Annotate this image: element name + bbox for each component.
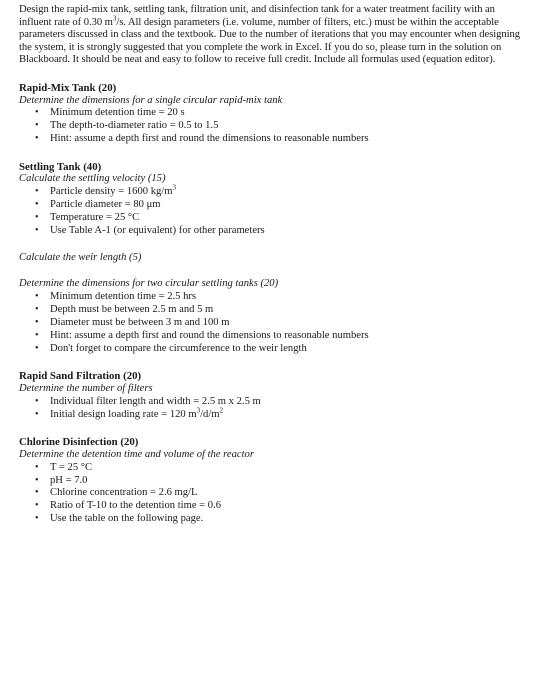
bullet-icon: • [35,303,39,315]
section-chlorine-disinfection [19,436,527,526]
section-title: Chlorine Disinfection (20) [19,436,139,449]
list-item: • Particle diameter = 80 μm [35,198,161,210]
bullet-icon: • [35,107,39,119]
list-item: • Chlorine concentration = 2.6 mg/L [35,487,198,499]
section-subtitle: Determine the dimensions for two circular settling tanks (20) [19,278,279,290]
bullet-icon: • [35,198,39,210]
bullet-icon: • [35,224,39,236]
bullet-icon: • [35,329,39,341]
list-item: • Particle density = 1600 $kg/m^3$ [35,183,176,198]
section-settling-tank [19,161,527,356]
list-item: • Use the table on the following page. [35,513,204,525]
list-item: • Diameter must be between 3 m and 100 m [35,316,230,328]
list-item: • T = 25 °C [35,461,93,473]
bullet-icon: • [35,474,39,486]
bullet-icon: • [35,211,39,223]
bullet-icon: • [35,487,39,499]
list-item: • Hint: assume a depth first and round the dimensions to reasonable numbers [35,132,369,144]
list-item: • Depth must be between 2.5 m and 5 m [35,303,214,315]
bullet-list [19,396,527,422]
list-item: • Initial design loading rate = 120 $m^3/d/m^2$ [35,405,224,420]
list-item: • Use Table A-1 (or equivalent) for other parameters [35,224,265,236]
bullet-icon: • [35,408,39,420]
bullet-icon: • [35,186,39,198]
bullet-icon: • [35,316,39,328]
bullet-list [19,107,527,146]
bullet-icon: • [35,500,39,512]
bullet-icon: • [35,342,39,354]
list-item: • Ratio of T-10 to the detention time = 0.6 [35,500,222,512]
section-subtitle: Determine the detention time and volume of the reactor [19,449,254,460]
list-item: • Individual filter length and width = 2.5 m x 2.5 m [35,395,261,407]
section-subtitle: Calculate the settling velocity (15) [19,173,166,185]
bullet-icon: • [35,120,39,132]
bullet-list [19,462,527,527]
bullet-icon: • [35,290,39,302]
section-rapid-mix [19,82,527,146]
list-item: • Temperature = 25 °C [35,211,140,223]
bullet-icon: • [35,461,39,473]
section-title: Rapid Sand Filtration (20) [19,370,142,383]
bullet-icon: • [35,513,39,525]
list-item: • pH = 7.0 [35,474,88,486]
bullet-icon: • [35,132,39,144]
bullet-list [19,183,527,238]
list-item: • Minimum detention time = 20 s [35,107,185,119]
bullet-icon: • [35,395,39,407]
bullet-list [19,291,527,356]
intro-paragraph: Design the rapid-mix tank, settling tank, filtration unit, and disinfection tank for a water treatment facility with an influent rate of 0.30 $m^3/s$. All design parameters (i.e. volume, number of filters, etc.) must be within the acceptable parameters discussed in class and the textbook. Due to the number of iterations that you may encounter when designing the system, it is strongly suggested that you complete the work in Excel. If you do so, please turn in the solution on Blackboard. It should be neat and easy to follow to receive full credit. Include all formulas used (equation editor). [19,4,521,66]
list-item: • Minimum detention time = 2.5 hrs [35,290,197,302]
section-rapid-sand-filtration [19,370,527,421]
list-item: • Hint: assume a depth first and round the dimensions to reasonable numbers [35,329,369,341]
section-title: Settling Tank (40) [19,160,102,173]
list-item: • The depth-to-diameter ratio = 0.5 to 1.5 [35,120,219,132]
section-title: Rapid-Mix Tank (20) [19,81,117,94]
section-subtitle: Determine the number of filters [19,383,153,394]
list-item: • Don't forget to compare the circumference to the weir length [35,342,307,354]
section-subtitle: Determine the dimensions for a single circular rapid-mix tank [19,94,283,106]
weir-length-heading: Calculate the weir length (5) [19,251,142,263]
